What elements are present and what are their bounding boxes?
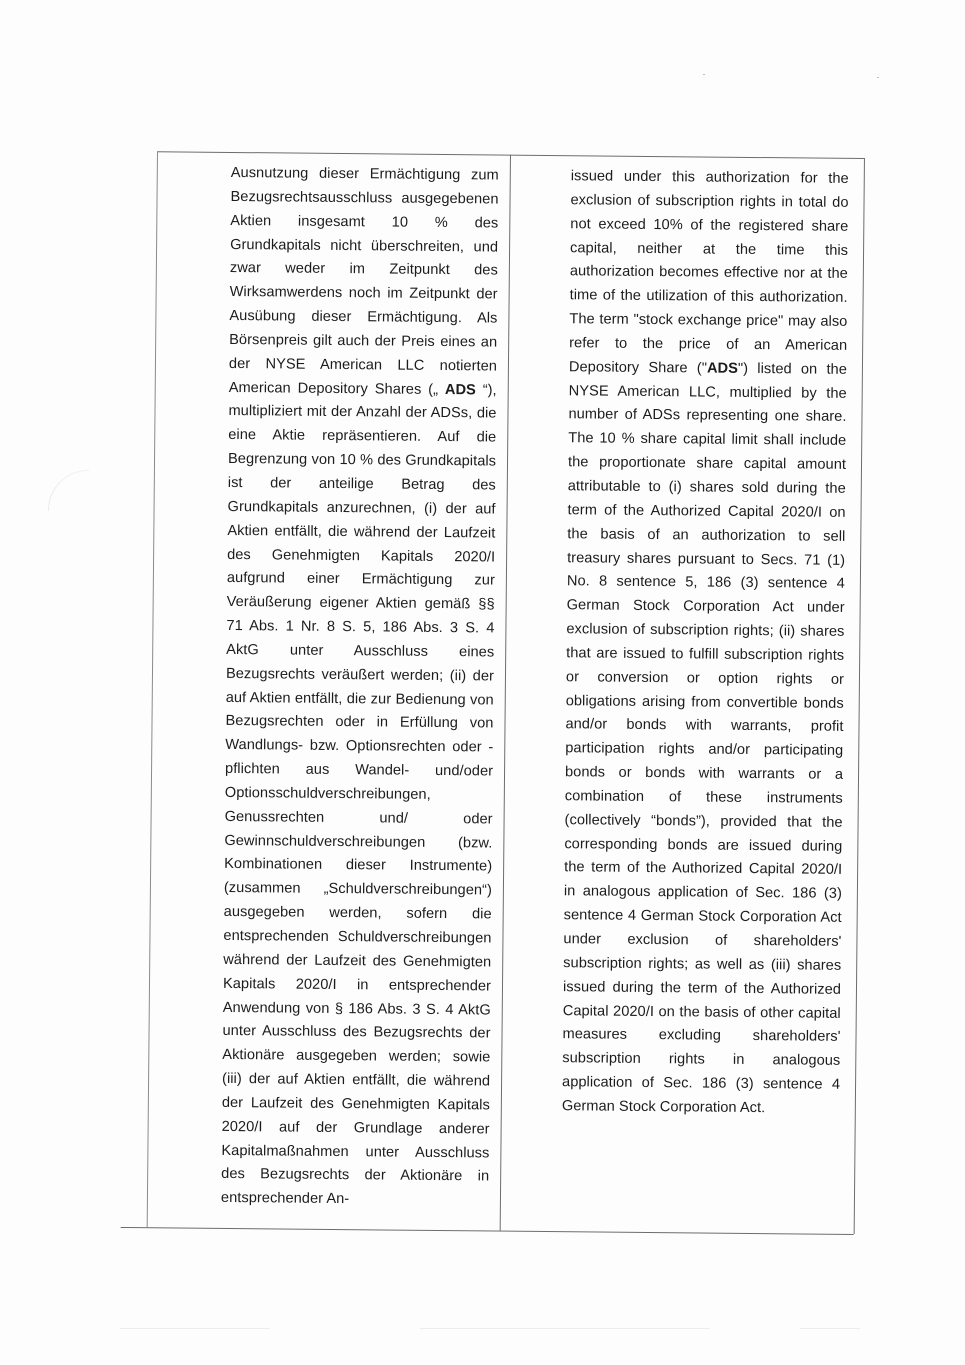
german-ads-term: ADS [444, 381, 476, 398]
scan-footer-line [800, 1328, 860, 1329]
english-ads-term: ADS [706, 360, 739, 377]
english-text-part-2: ") listed on the NYSE American LLC, multiplied by the number of ADSs representing one share. The 10 % share capital limit shall include the proportionate share capital amount attributable to (i) shares sold during the term of the Authorized Capital 2020/I on the basis of an authorization to sell treasury shares pursuant to Secs. 71 (1) No. 8 sentence 5, 186 (3) sentence 4 German Stock Corporation Act under exclusion of subscription rights; (ii) shares that are issued to fulfill subscription rights or conversion or option rights or obligations arising from convertible bonds and/or bonds with warrants, profit participation rights and/or participating bonds or bonds with warrants or a combination of these instruments (collectively “bonds”), provided that the corresponding bonds are issued during the term of the Authorized Capital 2020/I in analogous application of Sec. 186 (3) sentence 4 German Stock Corporation Act under exclusion of shareholders' subscription rights; as well as (iii) shares issued during the term of the Authorized Capital 2020/I on the basis of other capital measures excluding shareholders' subscription rights in analogous application of Sec. 186 (3) sentence 4 German Stock Corporation Act. [561, 360, 848, 1117]
scan-speck [877, 77, 879, 78]
bilingual-table [121, 151, 864, 1242]
german-text-part-1: Ausnutzung dieser Ermächtigung zum Bezugsrechtsausschluss ausgegebenen Aktien insgesamt 10 % des Grundkapitals nicht überschreiten, und zwar weder im Zeitpunkt des Wirksamwerdens noch im Zeitpunkt der Ausübung dieser Ermächtigung. Als Börsenpreis gilt auch der Preis eines an der NYSE American LLC notierten American Depository Shares („ [228, 164, 499, 398]
scan-speck [703, 74, 705, 75]
english-text-part-1: issued under this authorization for the exclusion of subscription rights in total do not exceed 10% of the registered share capital, neither at the time this authorization becomes effective nor at the time of the utilization of this authorization. The term "stock exchange price" may also refer to the price of an American Depository Share (" [568, 168, 849, 377]
table-column-divider [500, 155, 511, 1231]
german-paragraph [221, 162, 499, 1214]
table-right-border [854, 158, 865, 1234]
english-paragraph [562, 165, 849, 1121]
scan-footer-line [120, 1328, 270, 1329]
english-column [562, 165, 849, 1121]
german-column [221, 162, 499, 1214]
german-text-part-2: “), multipliziert mit der Anzahl der ADSs, die eine Aktie repräsentieren. Auf die Begrenzung von 10 % des Grundkapitals ist der anteilige Betrag des Grundkapitals anzurechnen, (i) der auf Aktien entfällt, die während der Laufzeit des Genehmigten Kapitals 2020/I aufgrund einer Ermächtigung zur Veräußerung eigener Aktien gemäß §§ 71 Abs. 1 Nr. 8 S. 5, 186 Abs. 3 S. 4 AktG unter Ausschluss eines Bezugsrechts veräußert werden; (ii) der auf Aktien entfällt, die zur Bedienung von Bezugsrechten oder in Erfüllung von Wandlungs- bzw. Optionsrechten oder -pflichten aus Wandel- und/oder Optionsschuldverschreibungen, Genussrechten und/ oder Gewinnschuldverschreibungen (bzw. Kombinationen dieser Instrumente) (zusammen „Schuldverschreibungen“) ausgegeben werden, sofern die entsprechenden Schuldverschreibungen während der Laufzeit des Genehmigten Kapitals 2020/I in entsprechender Anwendung von § 186 Abs. 3 S. 4 AktG unter Ausschluss des Bezugsrechts der Aktionäre ausgegeben werden; sowie (iii) der auf Aktien entfällt, die während der Laufzeit des Genehmigten Kapitals 2020/I auf der Grundlage anderer Kapitalmaßnahmen unter Ausschluss des Bezugsrechts der Aktionäre in entsprechender An- [220, 381, 497, 1208]
table-left-border [147, 151, 158, 1227]
scan-margin-mark [48, 470, 89, 511]
table-bottom-border [121, 1227, 854, 1235]
scan-footer-line [420, 1328, 710, 1329]
